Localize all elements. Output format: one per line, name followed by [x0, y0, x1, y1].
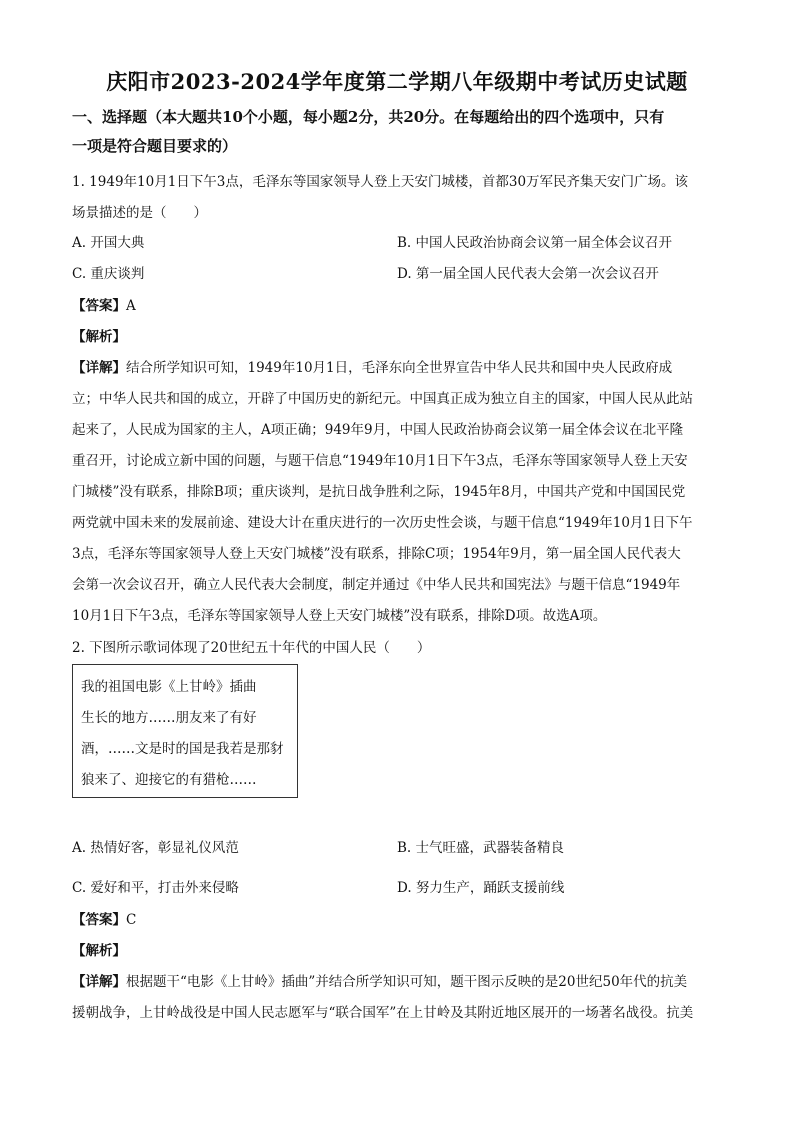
q2-analysis	[72, 941, 126, 961]
q2-option-c: C. 爱好和平，打击外来侵略	[72, 880, 239, 896]
lyric-line: 我的祖国电影《上甘岭》插曲	[81, 679, 257, 695]
q1-option-a: A. 开国大典	[72, 235, 145, 251]
q1-stem-line1: 1. 1949年10月1日下午3点，毛泽东等国家领导人登上天安门城楼，首都30万军民齐集天安门广场。该	[72, 174, 689, 190]
q1-detail-line6: 两党就中国未来的发展前途、建设大计在重庆进行的一次历史性会谈，与题干信息“1949年10月1日下午	[72, 515, 693, 531]
lyric-line: 狼来了、迎接它的有猎枪……	[81, 772, 257, 788]
q1-answer-value: A	[126, 298, 136, 314]
q1-detail-line9: 10月1日下午3点，毛泽东等国家领导人登上天安门城楼”没有联系，排除D项。故选A项。	[72, 608, 607, 624]
q1-detail-text: 结合所学知识可知，1949年10月1日，毛泽东向全世界宣告中华人民共和国中央人民政府成	[126, 360, 673, 376]
q1-option-c: C. 重庆谈判	[72, 266, 145, 282]
q1-detail-line1	[72, 358, 722, 378]
q1-detail-line3: 起来了，人民成为国家的主人，A项正确；949年9月，中国人民政治协商会议第一届全体会议在北平隆	[72, 422, 684, 438]
q2-detail-line2: 援朝战争，上甘岭战役是中国人民志愿军与“联合国军”在上甘岭及其附近地区展开的一场著名战役。抗美	[72, 1005, 694, 1021]
section-heading-line1: 一、选择题（本大题共10个小题，每小题2分，共20分。在每题给出的四个选项中，只有	[72, 108, 665, 126]
q2-analysis-label: 【解析】	[72, 943, 126, 959]
q2-option-a: A. 热情好客，彰显礼仪风范	[72, 840, 239, 856]
q1-option-d: D. 第一届全国人民代表大会第一次会议召开	[397, 266, 659, 282]
q1-answer-label: 【答案】	[72, 298, 126, 314]
q2-detail-line1	[72, 972, 722, 992]
q1-detail-line2: 立；中华人民共和国的成立，开辟了中国历史的新纪元。中国真正成为独立自主的国家，中国人民从此站	[72, 391, 693, 407]
lyric-line: 酒，……文是时的国是我若是那豺	[81, 741, 284, 757]
q1-detail-line4: 重召开，讨论成立新中国的问题，与题干信息“1949年10月1日下午3点，毛泽东等国家领导人登上天安	[72, 453, 688, 469]
q2-option-d: D. 努力生产，踊跃支援前线	[397, 880, 565, 896]
q2-option-b: B. 士气旺盛，武器装备精良	[397, 840, 565, 856]
page-title: 庆阳市2023-2024学年度第二学期八年级期中考试历史试题	[106, 69, 688, 94]
q1-detail-line5: 门城楼”没有联系，排除B项；重庆谈判，是抗日战争胜利之际，1945年8月，中国共产党和中国国民党	[72, 484, 686, 500]
q2-detail-text: 根据题干“电影《上甘岭》插曲”并结合所学知识可知，题干图示反映的是20世纪50年代的抗美	[126, 974, 688, 990]
q1-stem-line2: 场景描述的是（ ）	[72, 205, 207, 221]
q1-analysis	[72, 327, 126, 347]
q1-detail-line8: 会第一次会议召开，确立人民代表大会制度，制定并通过《中华人民共和国宪法》与题干信息“1949年	[72, 577, 681, 593]
q1-detail-label: 【详解】	[72, 360, 126, 376]
q2-answer	[72, 910, 136, 930]
lyric-line: 生长的地方……朋友来了有好	[81, 710, 257, 726]
q1-answer	[72, 296, 136, 316]
q1-option-b: B. 中国人民政治协商会议第一届全体会议召开	[397, 235, 673, 251]
q1-detail-line7: 3点，毛泽东等国家领导人登上天安门城楼”没有联系，排除C项；1954年9月，第一届全国人民代表大	[72, 546, 681, 562]
q1-analysis-label: 【解析】	[72, 329, 126, 345]
q2-detail-label: 【详解】	[72, 974, 126, 990]
q2-stem: 2. 下图所示歌词体现了20世纪五十年代的中国人民（ ）	[72, 640, 431, 656]
q2-answer-value: C	[126, 912, 137, 928]
lyrics-box	[72, 664, 298, 798]
section-heading	[72, 103, 722, 161]
section-heading-line2: 一项是符合题目要求的）	[72, 137, 238, 155]
q2-answer-label: 【答案】	[72, 912, 126, 928]
